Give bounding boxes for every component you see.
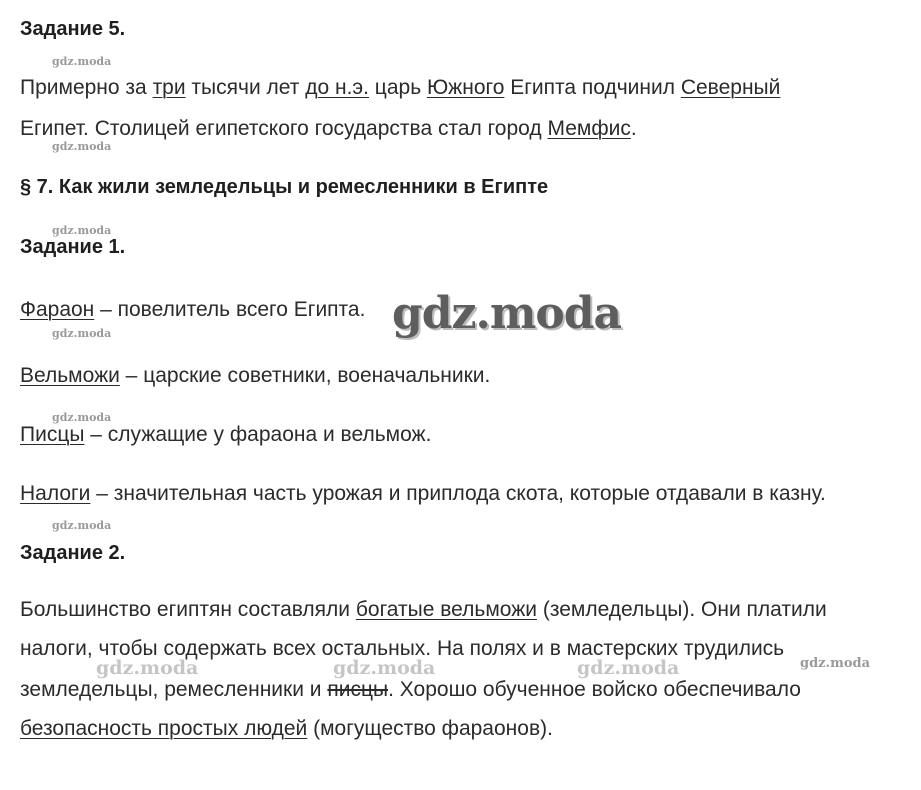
definition-row	[20, 422, 431, 448]
term: Вельможи	[20, 364, 120, 387]
answer-1: богатые вельможи	[355, 598, 537, 621]
task1-heading: Задание 1.	[20, 236, 126, 258]
text: царь	[368, 76, 427, 99]
definition-row	[20, 481, 826, 507]
task5-line-2	[20, 116, 637, 142]
watermark: gdz.moda	[800, 656, 871, 671]
text: Примерно за	[20, 76, 153, 99]
watermark: gdz.moda	[52, 327, 112, 340]
text: Большинство египтян составляли	[20, 598, 356, 621]
term: Писцы	[20, 423, 85, 446]
term: Налоги	[20, 482, 91, 505]
text: .	[630, 117, 637, 140]
text: налоги, чтобы содержать всех остальных. На полях и в мастерских трудились	[20, 637, 785, 660]
watermark: gdz.moda	[52, 411, 112, 424]
answer-1: три	[152, 76, 186, 99]
answer-4: Северный	[680, 76, 781, 99]
answer-3: Южного	[426, 76, 505, 99]
task2-line-4	[20, 716, 553, 742]
text: (могущество фараонов).	[307, 717, 553, 740]
answer-2: писцы	[327, 678, 389, 701]
watermark: gdz.moda	[333, 657, 436, 679]
text: земледельцы, ремесленники и	[20, 678, 328, 701]
task2-heading: Задание 2.	[20, 542, 126, 564]
task5-heading: Задание 5.	[20, 18, 126, 40]
definition: – повелитель всего Египта.	[94, 298, 366, 321]
text: Египта подчинил	[504, 76, 681, 99]
answer-3: безопасность простых людей	[20, 717, 308, 740]
watermark: gdz.moda	[52, 224, 112, 237]
watermark: gdz.moda	[577, 657, 680, 679]
answer-5: Мемфис	[547, 117, 631, 140]
definition: – служащие у фараона и вельмож.	[84, 423, 432, 446]
task2-line-3	[20, 677, 801, 703]
section-title: § 7. Как жили земледельцы и ремесленники в Египте	[20, 176, 549, 198]
definition: – царские советники, военачальники.	[119, 364, 491, 387]
definition-row	[20, 363, 490, 389]
task2-line-1	[20, 597, 827, 623]
text: (земледельцы). Они платили	[537, 598, 827, 621]
watermark: gdz.moda	[52, 140, 112, 153]
term: Фараон	[20, 298, 95, 321]
text: тысячи лет	[185, 76, 306, 99]
definition: – значительная часть урожая и приплода скота, которые отдавали в казну.	[90, 482, 826, 505]
text: Египет. Столицей египетского государства стал город	[20, 117, 548, 140]
watermark: gdz.moda	[96, 657, 199, 679]
watermark: gdz.moda	[52, 55, 112, 68]
watermark: gdz.moda	[52, 519, 112, 532]
task5-line-1	[20, 75, 780, 101]
text: . Хорошо обученное войско обеспечивало	[388, 678, 801, 701]
watermark-logo: gdz.moda	[392, 288, 622, 339]
definition-row	[20, 297, 365, 323]
answer-2: до н.э.	[305, 76, 369, 99]
